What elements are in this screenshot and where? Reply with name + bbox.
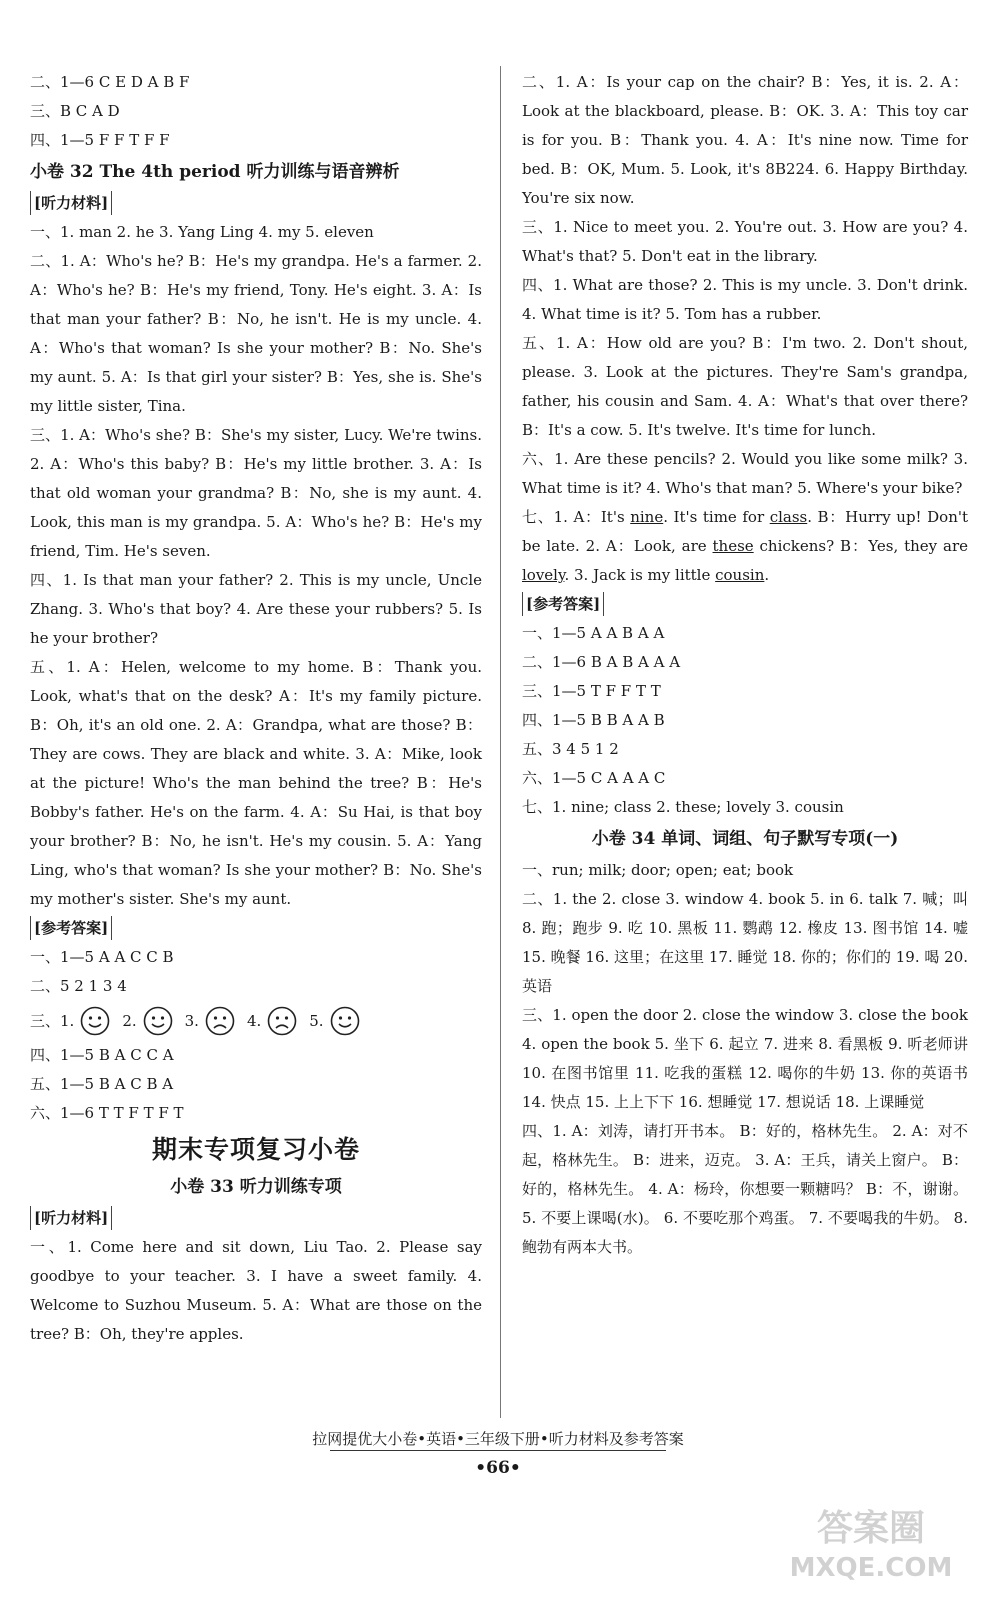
text-segment: . — [764, 566, 770, 584]
listening-line: 三、1. A：Who's she? B：She's my sister, Lucy. We're twins. 2. A：Who's this baby? B：He's my little brother. 3. A：Is that old woman your grandma? B：No, she is my aunt. 4. Look, this man is my grandpa. 5. A：Who's he? B：He's my friend, Tim. He's seven. — [30, 426, 482, 560]
listening-material-tag: [听力材料] — [30, 191, 112, 215]
listening-line-underlined — [522, 503, 968, 590]
listening-line: 四、1. Is that man your father? 2. This is my uncle, Uncle Zhang. 3. Who's that boy? 4. Are these your rubbers? 5. Is he your brother? — [30, 571, 482, 647]
face-item — [60, 1001, 110, 1041]
unit-34-title: 小卷 34 单词、词组、句子默写专项(一) — [591, 829, 899, 849]
face-answers-row — [30, 1001, 482, 1041]
answer-line: 二、5 2 1 3 4 — [30, 977, 127, 995]
reference-answer-tag: [参考答案] — [522, 592, 604, 616]
text-segment: . 3. Jack is my little — [564, 566, 716, 584]
answer-line: 四、1—5 B B A A B — [522, 711, 665, 729]
text-segment: . It's time for — [663, 508, 770, 526]
underlined-word: these — [712, 537, 754, 555]
face-number: 4. — [246, 1012, 262, 1030]
answer-line: 六、1—6 T T F T F T — [30, 1104, 184, 1122]
face-item — [185, 1001, 235, 1041]
answer-line: 四、1—5 F F T F F — [30, 131, 170, 149]
dictation-line: 三、1. open the door 2. close the window 3. close the book 4. open the book 5. 坐下 6. 起立 7. 进来 8. 看黑板 9. 听老师讲 10. 在图书馆里 11. 吃我的蛋糕 12. 喝你的牛奶 13. 你的英语书 14. 快点 15. 上上下下 16. 想睡觉 17. 想说话 18. 上课睡觉 — [522, 1006, 968, 1111]
answer-line: 二、1—6 B A B A A A — [522, 653, 681, 671]
unit-33-title: 小卷 33 听力训练专项 — [170, 1177, 342, 1197]
listening-line: 一、1. Come here and sit down, Liu Tao. 2. Please say goodbye to your teacher. 3. I have a sweet family. 4. Welcome to Suzhou Museum. 5. A：What are those on the tree? B：Oh, they're apples. — [30, 1238, 482, 1343]
underlined-word: lovely — [522, 566, 565, 584]
dictation-line: 四、1. A：刘涛，请打开书本。 B：好的，格林先生。 2. A：对不起，格林先生。 B：进来，迈克。 3. A：王兵，请关上窗户。 B：好的，格林先生。 4. A：杨玲，你想要一颗糖吗？ B：不，谢谢。 5. 不要上课喝(水)。 6. 不要吃那个鸡蛋。 7. 不要喝我的牛奶。 8. 鲍勃有两本大书。 — [522, 1122, 968, 1256]
listening-line: 六、1. Are these pencils? 2. Would you like some milk? 3. What time is it? 4. Who's that man? 5. Where's your bike? — [522, 450, 968, 497]
page-number: •66• — [475, 1458, 521, 1478]
face-number: 3. — [184, 1012, 199, 1030]
face-number: 1. — [60, 1012, 75, 1030]
left-column — [30, 68, 482, 1349]
column-divider — [500, 66, 501, 1418]
listening-line: 三、1. Nice to meet you. 2. You're out. 3. How are you? 4. What's that? 5. Don't eat in the library. — [522, 218, 968, 265]
answer-line: 三、B C A D — [30, 102, 120, 120]
answer-line: 三、1—5 T F F T T — [522, 682, 661, 700]
footer-text: 拉网提优大小卷•英语•三年级下册•听力材料及参考答案 — [312, 1430, 684, 1448]
face-number: 5. — [309, 1012, 324, 1030]
dictation-line: 一、run; milk; door; open; eat; book — [522, 861, 794, 879]
listening-line: 五、1. A：How old are you? B：I'm two. 2. Don't shout, please. 3. Look at the pictures. They're Sam's grandpa, father, his cousin and Sam. 4. A：What's that over there? B：It's a cow. 5. It's twelve. It's time for lunch. — [522, 334, 968, 439]
listening-line: 二、1. A：Who's he? B：He's my grandpa. He's a farmer. 2. A：Who's he? B：He's my friend, Tony. He's eight. 3. A：Is that man your father? B：No, he isn't. He is my uncle. 4. A：Who's that woman? Is she your mother? B：No. She's my aunt. 5. A：Is that girl your sister? B：Yes, she is. She's my little sister, Tina. — [30, 252, 482, 415]
face-item — [247, 1001, 297, 1041]
listening-line: 四、1. What are those? 2. This is my uncle. 3. Don't drink. 4. What time is it? 5. Tom has a rubber. — [522, 276, 968, 323]
answer-line: 六、1—5 C A A A C — [522, 769, 666, 787]
answer-line: 二、1—6 C E D A B F — [30, 73, 190, 91]
watermark-logo — [766, 1496, 976, 1586]
listening-line: 五、1. A：Helen, welcome to my home. B：Thank you. Look, what's that on the desk? A：It's my family picture. B：Oh, it's an old one. 2. A：Grandpa, what are those? B：They are cows. They are black and white. 3. A：Mike, look at the picture! Who's the man behind the tree? B：He's Bobby's father. He's on the farm. 4. A：Su Hai, is that boy your brother? B：No, he isn't. He's my cousin. 5. A：Yang Ling, who's that woman? Is she your mother? B：No. She's my mother's sister. She's my aunt. — [30, 658, 482, 908]
face-number: 2. — [122, 1012, 137, 1030]
answer-line: 五、3 4 5 1 2 — [522, 740, 619, 758]
underlined-word: nine — [630, 508, 664, 526]
listening-material-tag: [听力材料] — [30, 1206, 112, 1230]
watermark-top: 答案圈 — [816, 1508, 926, 1549]
smiley-face-icon — [80, 1006, 110, 1036]
watermark-bottom: MXQE.COM — [789, 1553, 953, 1583]
listening-line: 二、1. A：Is your cap on the chair? B：Yes, it is. 2. A：Look at the blackboard, please. B：OK. 3. A：This toy car is for you. B：Thank you. 4. A：It's nine now. Time for bed. B：OK, Mum. 5. Look, it's 8B224. 6. Happy Birthday. You're six now. — [522, 73, 968, 207]
final-review-title: 期末专项复习小卷 — [151, 1135, 360, 1164]
footer-rule — [330, 1450, 666, 1451]
text-segment: . B：Hurry up! Don't be late. 2. A：Look, are — [522, 508, 969, 555]
answer-line: 五、1—5 B A C B A — [30, 1075, 174, 1093]
underlined-word: cousin — [715, 566, 765, 584]
answer-line: 一、1—5 A A C C B — [30, 948, 174, 966]
reference-answer-tag: [参考答案] — [30, 916, 112, 940]
answer-line: 四、1—5 B A C C A — [30, 1046, 174, 1064]
answer-line: 七、1. nine; class 2. these; lovely 3. cousin — [522, 798, 844, 816]
smiley-face-icon — [143, 1006, 173, 1036]
unit-32-title: 小卷 32 The 4th period 听力训练与语音辨析 — [30, 162, 400, 182]
face-answers-prefix: 三、 — [30, 1012, 61, 1030]
face-item — [309, 1001, 359, 1041]
listening-line: 一、1. man 2. he 3. Yang Ling 4. my 5. eleven — [30, 223, 374, 241]
underlined-word: class — [769, 508, 808, 526]
smiley-face-icon — [330, 1006, 360, 1036]
sad-face-icon — [205, 1006, 235, 1036]
sad-face-icon — [267, 1006, 297, 1036]
text-segment: chickens? B：Yes, they are — [753, 537, 968, 555]
face-item — [122, 1001, 172, 1041]
text-segment: 七、1. A：It's — [522, 508, 631, 526]
right-column — [522, 68, 968, 1262]
answer-line: 一、1—5 A A B A A — [522, 624, 665, 642]
dictation-line: 二、1. the 2. close 3. window 4. book 5. in 6. talk 7. 喊；叫 8. 跑；跑步 9. 吃 10. 黑板 11. 鹦鹉 12. 橡皮 13. 图书馆 14. 嘘 15. 晚餐 16. 这里；在这里 17. 睡觉 18. 你的；你们的 19. 喝 20. 英语 — [522, 890, 968, 995]
